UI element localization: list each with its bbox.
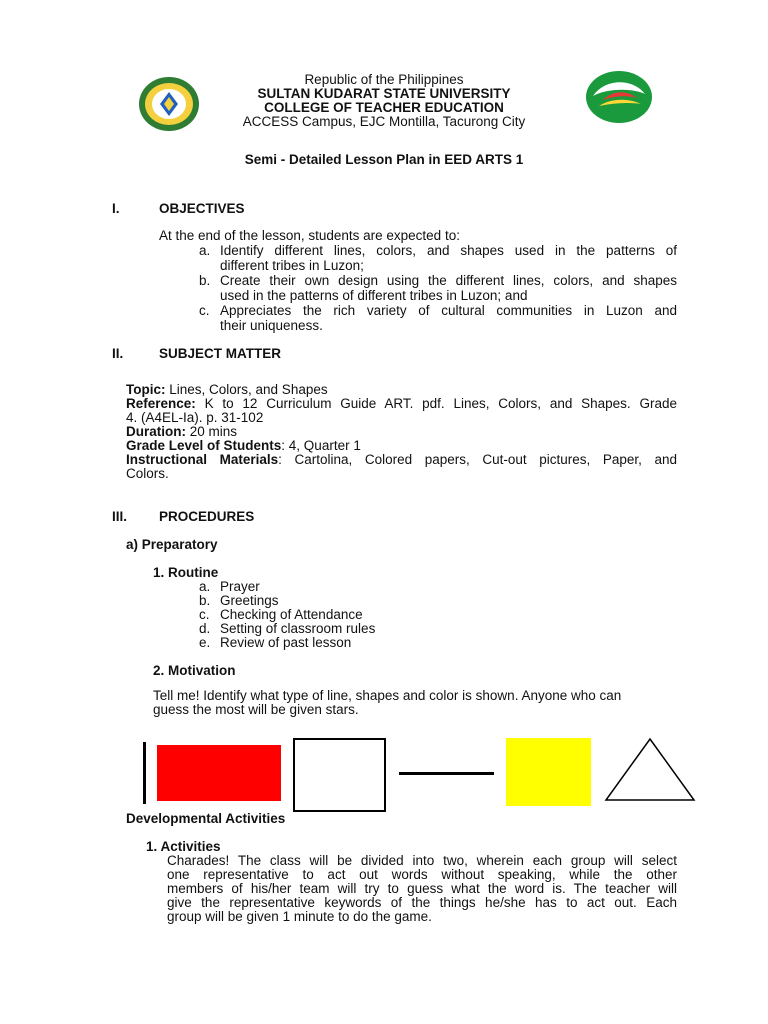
republic-line: Republic of the Philippines	[304, 72, 464, 87]
motivation-text: Tell me! Identify what type of line, shapes and color is shown. Anyone who can	[153, 688, 622, 703]
routine-item: Prayer	[220, 579, 260, 594]
objective-letter: a.	[199, 243, 211, 258]
triangle-shape	[604, 737, 696, 803]
objective-letter: b.	[199, 273, 211, 288]
motivation-text: guess the most will be given stars.	[153, 702, 359, 717]
document-title: Semi - Detailed Lesson Plan in EED ARTS 1	[244, 152, 524, 167]
objective-text: Create their own design using the different lines, colors, and shapes	[220, 273, 677, 288]
white-square-shape	[293, 738, 386, 812]
routine-letter: d.	[199, 621, 211, 636]
reference-line	[126, 397, 677, 411]
duration-value: 20 mins	[186, 424, 238, 439]
activities-text: give the representative keywords of the things he/she has to act out. Each	[167, 895, 677, 910]
topic-value: Lines, Colors, and Shapes	[165, 382, 328, 397]
materials-value: : Cartolina, Colored papers, Cut-out pictures, Paper, and	[278, 452, 677, 467]
topic-line	[126, 383, 328, 397]
developmental-heading: Developmental Activities	[126, 811, 286, 826]
materials-label: Instructional Materials	[126, 452, 279, 467]
yellow-square-shape	[506, 738, 591, 806]
materials-line	[126, 453, 677, 467]
routine-letter: b.	[199, 593, 211, 608]
section-number: I.	[112, 201, 120, 216]
topic-label: Topic:	[126, 382, 166, 397]
reference-value: K to 12 Curriculum Guide ART. pdf. Lines, Colors, and Shapes. Grade	[195, 396, 677, 411]
section-number: III.	[112, 509, 128, 524]
objective-text: Appreciates the rich variety of cultural communities in Luzon and	[220, 303, 677, 318]
routine-item: Review of past lesson	[220, 635, 352, 650]
routine-item: Setting of classroom rules	[220, 621, 376, 636]
activities-text: Charades! The class will be divided into two, wherein each group will select	[167, 853, 677, 868]
materials-line-2: Colors.	[126, 466, 169, 481]
routine-letter: e.	[199, 635, 211, 650]
routine-heading: 1. Routine	[153, 565, 219, 580]
objective-text: used in the patterns of different tribes in Luzon; and	[220, 288, 528, 303]
objectives-intro: At the end of the lesson, students are expected to:	[159, 228, 460, 243]
objective-letter: c.	[199, 303, 210, 318]
preparatory-heading: a) Preparatory	[126, 537, 218, 552]
objective-text: different tribes in Luzon;	[220, 258, 364, 273]
section-title-subject-matter: SUBJECT MATTER	[159, 346, 282, 361]
routine-item: Checking of Attendance	[220, 607, 363, 622]
motivation-heading: 2. Motivation	[153, 663, 236, 678]
horizontal-line-shape	[399, 772, 494, 775]
reference-label: Reference:	[126, 396, 196, 411]
duration-line	[126, 425, 237, 439]
routine-letter: c.	[199, 607, 210, 622]
university-name: SULTAN KUDARAT STATE UNIVERSITY	[257, 86, 511, 101]
activities-text: group will be given 1 minute to do the game.	[167, 909, 432, 924]
red-rectangle-shape	[157, 745, 281, 801]
activities-text: members of his/her team will try to guess what the word is. The teacher will	[167, 881, 677, 896]
grade-label: Grade Level of Students	[126, 438, 282, 453]
objective-text: Identify different lines, colors, and shapes used in the patterns of	[220, 243, 677, 258]
objective-text: their uniqueness.	[220, 318, 323, 333]
duration-label: Duration:	[126, 424, 186, 439]
activities-text: one representative to act out words without speaking, while the other	[167, 867, 677, 882]
section-title-objectives: OBJECTIVES	[159, 201, 245, 216]
section-title-procedures: PROCEDURES	[159, 509, 255, 524]
section-number: II.	[112, 346, 124, 361]
grade-value: : 4, Quarter 1	[281, 438, 361, 453]
routine-letter: a.	[199, 579, 211, 594]
college-name: COLLEGE OF TEACHER EDUCATION	[264, 100, 504, 115]
campus-address: ACCESS Campus, EJC Montilla, Tacurong City	[242, 114, 526, 129]
grade-line	[126, 439, 361, 453]
routine-item: Greetings	[220, 593, 279, 608]
activities-heading: 1. Activities	[146, 839, 221, 854]
vertical-line-shape	[143, 742, 146, 804]
reference-line-2: 4. (A4EL-Ia). p. 31-102	[126, 410, 264, 425]
